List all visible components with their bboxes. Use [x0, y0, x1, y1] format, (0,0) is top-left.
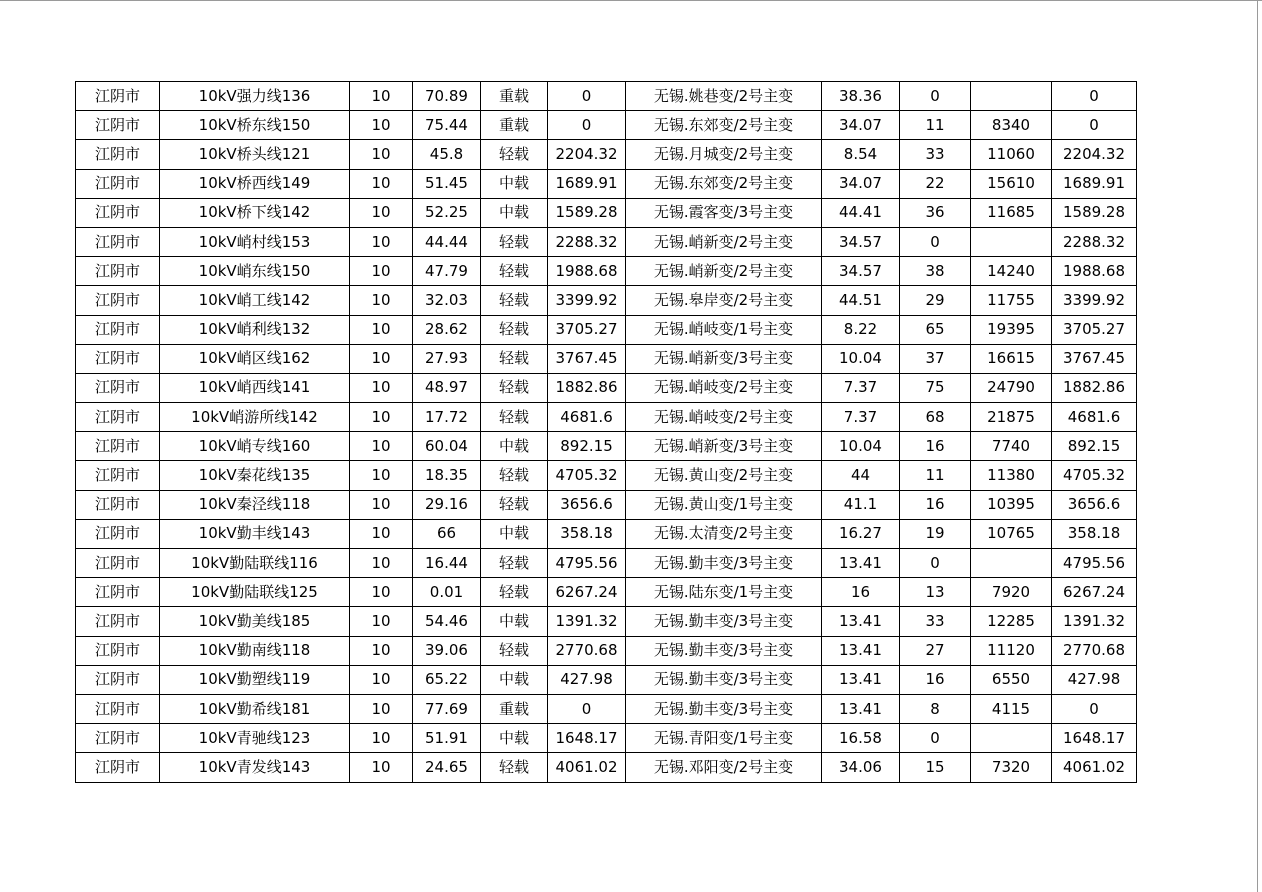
city-cell: 江阴市 — [76, 490, 160, 519]
substation-rate-cell: 13.41 — [822, 549, 900, 578]
capacity-cell: 1882.86 — [548, 373, 626, 402]
capacity-cell: 0 — [548, 111, 626, 140]
table-row — [76, 227, 1137, 256]
load-rate-cell: 48.97 — [413, 373, 481, 402]
table-body — [76, 82, 1137, 783]
available-capacity-cell: 3399.92 — [1052, 286, 1137, 315]
capacity-cell: 2204.32 — [548, 140, 626, 169]
available-capacity-cell: 3705.27 — [1052, 315, 1137, 344]
substation-rate-cell: 8.54 — [822, 140, 900, 169]
voltage-cell: 10 — [350, 607, 413, 636]
substation-rate-cell: 44.51 — [822, 286, 900, 315]
load-rate-cell: 0.01 — [413, 578, 481, 607]
table-row — [76, 198, 1137, 227]
city-cell: 江阴市 — [76, 373, 160, 402]
load-status-cell: 轻载 — [481, 373, 548, 402]
user-capacity-cell: 12285 — [971, 607, 1052, 636]
load-status-cell: 中载 — [481, 432, 548, 461]
user-count-cell: 8 — [900, 694, 971, 723]
user-count-cell: 19 — [900, 519, 971, 548]
voltage-cell: 10 — [350, 665, 413, 694]
user-count-cell: 33 — [900, 140, 971, 169]
capacity-cell: 358.18 — [548, 519, 626, 548]
city-cell: 江阴市 — [76, 724, 160, 753]
user-capacity-cell: 21875 — [971, 403, 1052, 432]
city-cell: 江阴市 — [76, 111, 160, 140]
table-row — [76, 373, 1137, 402]
substation-rate-cell: 34.57 — [822, 257, 900, 286]
table-row — [76, 753, 1137, 782]
substation-cell: 无锡.勤丰变/3号主变 — [626, 694, 822, 723]
available-capacity-cell: 3767.45 — [1052, 344, 1137, 373]
capacity-cell: 0 — [548, 694, 626, 723]
available-capacity-cell: 0 — [1052, 82, 1137, 111]
capacity-cell: 3656.6 — [548, 490, 626, 519]
voltage-cell: 10 — [350, 578, 413, 607]
user-count-cell: 11 — [900, 111, 971, 140]
user-count-cell: 11 — [900, 461, 971, 490]
capacity-cell: 1589.28 — [548, 198, 626, 227]
line-name-cell: 10kV强力线136 — [160, 82, 350, 111]
capacity-cell: 2770.68 — [548, 636, 626, 665]
user-count-cell: 22 — [900, 169, 971, 198]
substation-rate-cell: 34.07 — [822, 111, 900, 140]
city-cell: 江阴市 — [76, 665, 160, 694]
line-name-cell: 10kV峭游所线142 — [160, 403, 350, 432]
voltage-cell: 10 — [350, 432, 413, 461]
user-capacity-cell: 11060 — [971, 140, 1052, 169]
substation-rate-cell: 16.58 — [822, 724, 900, 753]
load-status-cell: 中载 — [481, 198, 548, 227]
capacity-cell: 2288.32 — [548, 227, 626, 256]
user-capacity-cell: 24790 — [971, 373, 1052, 402]
load-rate-cell: 28.62 — [413, 315, 481, 344]
city-cell: 江阴市 — [76, 753, 160, 782]
line-name-cell: 10kV桥下线142 — [160, 198, 350, 227]
capacity-cell: 892.15 — [548, 432, 626, 461]
line-name-cell: 10kV勤塑线119 — [160, 665, 350, 694]
user-capacity-cell: 4115 — [971, 694, 1052, 723]
load-status-cell: 中载 — [481, 607, 548, 636]
load-status-cell: 轻载 — [481, 140, 548, 169]
available-capacity-cell: 2770.68 — [1052, 636, 1137, 665]
substation-cell: 无锡.东郊变/2号主变 — [626, 111, 822, 140]
load-status-cell: 重载 — [481, 82, 548, 111]
voltage-cell: 10 — [350, 315, 413, 344]
substation-rate-cell: 41.1 — [822, 490, 900, 519]
voltage-cell: 10 — [350, 490, 413, 519]
table-row — [76, 461, 1137, 490]
user-capacity-cell: 10765 — [971, 519, 1052, 548]
substation-rate-cell: 38.36 — [822, 82, 900, 111]
substation-rate-cell: 13.41 — [822, 665, 900, 694]
load-rate-cell: 44.44 — [413, 227, 481, 256]
user-count-cell: 38 — [900, 257, 971, 286]
user-capacity-cell: 14240 — [971, 257, 1052, 286]
line-name-cell: 10kV勤陆联线116 — [160, 549, 350, 578]
line-name-cell: 10kV勤陆联线125 — [160, 578, 350, 607]
voltage-cell: 10 — [350, 82, 413, 111]
substation-rate-cell: 34.07 — [822, 169, 900, 198]
user-capacity-cell — [971, 549, 1052, 578]
city-cell: 江阴市 — [76, 636, 160, 665]
voltage-cell: 10 — [350, 169, 413, 198]
load-rate-cell: 32.03 — [413, 286, 481, 315]
substation-cell: 无锡.峭新变/3号主变 — [626, 432, 822, 461]
voltage-cell: 10 — [350, 724, 413, 753]
city-cell: 江阴市 — [76, 461, 160, 490]
load-status-cell: 轻载 — [481, 403, 548, 432]
city-cell: 江阴市 — [76, 286, 160, 315]
substation-cell: 无锡.峭新变/2号主变 — [626, 257, 822, 286]
substation-cell: 无锡.峭新变/2号主变 — [626, 227, 822, 256]
substation-cell: 无锡.霞客变/3号主变 — [626, 198, 822, 227]
line-name-cell: 10kV勤希线181 — [160, 694, 350, 723]
user-capacity-cell: 10395 — [971, 490, 1052, 519]
user-count-cell: 0 — [900, 227, 971, 256]
user-capacity-cell: 16615 — [971, 344, 1052, 373]
table-row — [76, 111, 1137, 140]
available-capacity-cell: 0 — [1052, 111, 1137, 140]
user-count-cell: 0 — [900, 82, 971, 111]
capacity-cell: 1648.17 — [548, 724, 626, 753]
available-capacity-cell: 1391.32 — [1052, 607, 1137, 636]
voltage-cell: 10 — [350, 461, 413, 490]
capacity-cell: 4795.56 — [548, 549, 626, 578]
table-row — [76, 549, 1137, 578]
substation-cell: 无锡.勤丰变/3号主变 — [626, 665, 822, 694]
user-count-cell: 27 — [900, 636, 971, 665]
user-capacity-cell: 7740 — [971, 432, 1052, 461]
substation-rate-cell: 10.04 — [822, 432, 900, 461]
table-row — [76, 257, 1137, 286]
substation-cell: 无锡.青阳变/1号主变 — [626, 724, 822, 753]
line-name-cell: 10kV秦花线135 — [160, 461, 350, 490]
load-rate-cell: 75.44 — [413, 111, 481, 140]
substation-cell: 无锡.黄山变/2号主变 — [626, 461, 822, 490]
user-count-cell: 15 — [900, 753, 971, 782]
load-rate-cell: 77.69 — [413, 694, 481, 723]
line-name-cell: 10kV桥东线150 — [160, 111, 350, 140]
city-cell: 江阴市 — [76, 578, 160, 607]
voltage-cell: 10 — [350, 549, 413, 578]
substation-rate-cell: 16.27 — [822, 519, 900, 548]
table-row — [76, 315, 1137, 344]
substation-rate-cell: 44.41 — [822, 198, 900, 227]
user-capacity-cell — [971, 227, 1052, 256]
table-row — [76, 665, 1137, 694]
table-row — [76, 82, 1137, 111]
page-right-border — [1257, 0, 1258, 892]
table-row — [76, 636, 1137, 665]
table-row — [76, 432, 1137, 461]
substation-cell: 无锡.勤丰变/3号主变 — [626, 636, 822, 665]
capacity-cell: 1391.32 — [548, 607, 626, 636]
table-row — [76, 578, 1137, 607]
table-row — [76, 169, 1137, 198]
voltage-cell: 10 — [350, 694, 413, 723]
available-capacity-cell: 0 — [1052, 694, 1137, 723]
load-status-cell: 轻载 — [481, 490, 548, 519]
user-capacity-cell: 8340 — [971, 111, 1052, 140]
city-cell: 江阴市 — [76, 403, 160, 432]
user-count-cell: 13 — [900, 578, 971, 607]
city-cell: 江阴市 — [76, 140, 160, 169]
table-row — [76, 490, 1137, 519]
substation-rate-cell: 8.22 — [822, 315, 900, 344]
load-status-cell: 轻载 — [481, 257, 548, 286]
load-rate-cell: 18.35 — [413, 461, 481, 490]
city-cell: 江阴市 — [76, 198, 160, 227]
line-name-cell: 10kV青发线143 — [160, 753, 350, 782]
capacity-cell: 6267.24 — [548, 578, 626, 607]
substation-cell: 无锡.勤丰变/3号主变 — [626, 549, 822, 578]
capacity-cell: 3705.27 — [548, 315, 626, 344]
load-rate-cell: 45.8 — [413, 140, 481, 169]
line-name-cell: 10kV峭东线150 — [160, 257, 350, 286]
capacity-cell: 427.98 — [548, 665, 626, 694]
substation-cell: 无锡.月城变/2号主变 — [626, 140, 822, 169]
voltage-cell: 10 — [350, 140, 413, 169]
line-name-cell: 10kV峭区线162 — [160, 344, 350, 373]
available-capacity-cell: 1689.91 — [1052, 169, 1137, 198]
user-count-cell: 33 — [900, 607, 971, 636]
user-capacity-cell — [971, 82, 1052, 111]
user-capacity-cell: 6550 — [971, 665, 1052, 694]
substation-cell: 无锡.太清变/2号主变 — [626, 519, 822, 548]
load-rate-cell: 70.89 — [413, 82, 481, 111]
load-rate-cell: 16.44 — [413, 549, 481, 578]
voltage-cell: 10 — [350, 198, 413, 227]
substation-cell: 无锡.东郊变/2号主变 — [626, 169, 822, 198]
load-rate-cell: 51.91 — [413, 724, 481, 753]
available-capacity-cell: 3656.6 — [1052, 490, 1137, 519]
capacity-cell: 3767.45 — [548, 344, 626, 373]
load-status-cell: 轻载 — [481, 227, 548, 256]
voltage-cell: 10 — [350, 257, 413, 286]
load-status-cell: 重载 — [481, 111, 548, 140]
available-capacity-cell: 1882.86 — [1052, 373, 1137, 402]
voltage-cell: 10 — [350, 111, 413, 140]
voltage-cell: 10 — [350, 227, 413, 256]
voltage-cell: 10 — [350, 373, 413, 402]
user-capacity-cell: 11120 — [971, 636, 1052, 665]
available-capacity-cell: 4061.02 — [1052, 753, 1137, 782]
user-count-cell: 37 — [900, 344, 971, 373]
substation-cell: 无锡.勤丰变/3号主变 — [626, 607, 822, 636]
user-count-cell: 0 — [900, 549, 971, 578]
city-cell: 江阴市 — [76, 257, 160, 286]
load-status-cell: 中载 — [481, 169, 548, 198]
load-rate-cell: 65.22 — [413, 665, 481, 694]
load-status-cell: 轻载 — [481, 315, 548, 344]
voltage-cell: 10 — [350, 753, 413, 782]
load-rate-cell: 47.79 — [413, 257, 481, 286]
available-capacity-cell: 2288.32 — [1052, 227, 1137, 256]
voltage-cell: 10 — [350, 403, 413, 432]
substation-rate-cell: 34.06 — [822, 753, 900, 782]
substation-rate-cell: 13.41 — [822, 607, 900, 636]
table-row — [76, 286, 1137, 315]
load-status-cell: 轻载 — [481, 286, 548, 315]
substation-rate-cell: 13.41 — [822, 636, 900, 665]
substation-cell: 无锡.姚巷变/2号主变 — [626, 82, 822, 111]
capacity-cell: 4705.32 — [548, 461, 626, 490]
substation-cell: 无锡.峭岐变/2号主变 — [626, 373, 822, 402]
substation-cell: 无锡.皋岸变/2号主变 — [626, 286, 822, 315]
capacity-cell: 1988.68 — [548, 257, 626, 286]
voltage-cell: 10 — [350, 636, 413, 665]
user-count-cell: 75 — [900, 373, 971, 402]
load-rate-cell: 29.16 — [413, 490, 481, 519]
available-capacity-cell: 892.15 — [1052, 432, 1137, 461]
load-rate-cell: 66 — [413, 519, 481, 548]
page-top-border — [0, 0, 1262, 1]
user-count-cell: 16 — [900, 432, 971, 461]
city-cell: 江阴市 — [76, 432, 160, 461]
substation-cell: 无锡.峭新变/3号主变 — [626, 344, 822, 373]
substation-cell: 无锡.峭岐变/2号主变 — [626, 403, 822, 432]
capacity-cell: 3399.92 — [548, 286, 626, 315]
substation-cell: 无锡.陆东变/1号主变 — [626, 578, 822, 607]
table-row — [76, 519, 1137, 548]
feeder-capacity-table — [75, 81, 1137, 783]
user-capacity-cell: 15610 — [971, 169, 1052, 198]
available-capacity-cell: 4705.32 — [1052, 461, 1137, 490]
line-name-cell: 10kV青驰线123 — [160, 724, 350, 753]
line-name-cell: 10kV桥头线121 — [160, 140, 350, 169]
substation-cell: 无锡.黄山变/1号主变 — [626, 490, 822, 519]
line-name-cell: 10kV桥西线149 — [160, 169, 350, 198]
available-capacity-cell: 1589.28 — [1052, 198, 1137, 227]
available-capacity-cell: 1648.17 — [1052, 724, 1137, 753]
load-rate-cell: 17.72 — [413, 403, 481, 432]
user-capacity-cell: 19395 — [971, 315, 1052, 344]
user-capacity-cell: 11380 — [971, 461, 1052, 490]
capacity-cell: 4061.02 — [548, 753, 626, 782]
load-status-cell: 轻载 — [481, 344, 548, 373]
line-name-cell: 10kV勤丰线143 — [160, 519, 350, 548]
user-capacity-cell: 7320 — [971, 753, 1052, 782]
table-row — [76, 403, 1137, 432]
line-name-cell: 10kV峭村线153 — [160, 227, 350, 256]
city-cell: 江阴市 — [76, 227, 160, 256]
available-capacity-cell: 4795.56 — [1052, 549, 1137, 578]
available-capacity-cell: 4681.6 — [1052, 403, 1137, 432]
load-status-cell: 轻载 — [481, 461, 548, 490]
load-rate-cell: 52.25 — [413, 198, 481, 227]
load-status-cell: 中载 — [481, 519, 548, 548]
load-status-cell: 轻载 — [481, 636, 548, 665]
line-name-cell: 10kV峭专线160 — [160, 432, 350, 461]
capacity-cell: 0 — [548, 82, 626, 111]
load-status-cell: 轻载 — [481, 578, 548, 607]
user-count-cell: 16 — [900, 665, 971, 694]
available-capacity-cell: 2204.32 — [1052, 140, 1137, 169]
substation-rate-cell: 7.37 — [822, 403, 900, 432]
table-row — [76, 694, 1137, 723]
table-row — [76, 344, 1137, 373]
line-name-cell: 10kV勤美线185 — [160, 607, 350, 636]
line-name-cell: 10kV峭西线141 — [160, 373, 350, 402]
user-capacity-cell: 7920 — [971, 578, 1052, 607]
load-rate-cell: 51.45 — [413, 169, 481, 198]
user-count-cell: 16 — [900, 490, 971, 519]
user-count-cell: 36 — [900, 198, 971, 227]
load-rate-cell: 54.46 — [413, 607, 481, 636]
voltage-cell: 10 — [350, 344, 413, 373]
city-cell: 江阴市 — [76, 519, 160, 548]
city-cell: 江阴市 — [76, 315, 160, 344]
available-capacity-cell: 427.98 — [1052, 665, 1137, 694]
substation-rate-cell: 34.57 — [822, 227, 900, 256]
line-name-cell: 10kV秦泾线118 — [160, 490, 350, 519]
table-row — [76, 724, 1137, 753]
available-capacity-cell: 6267.24 — [1052, 578, 1137, 607]
user-capacity-cell: 11755 — [971, 286, 1052, 315]
user-count-cell: 68 — [900, 403, 971, 432]
capacity-cell: 1689.91 — [548, 169, 626, 198]
available-capacity-cell: 1988.68 — [1052, 257, 1137, 286]
city-cell: 江阴市 — [76, 344, 160, 373]
city-cell: 江阴市 — [76, 82, 160, 111]
load-status-cell: 轻载 — [481, 549, 548, 578]
substation-rate-cell: 7.37 — [822, 373, 900, 402]
city-cell: 江阴市 — [76, 169, 160, 198]
city-cell: 江阴市 — [76, 694, 160, 723]
substation-rate-cell: 10.04 — [822, 344, 900, 373]
capacity-cell: 4681.6 — [548, 403, 626, 432]
substation-cell: 无锡.邓阳变/2号主变 — [626, 753, 822, 782]
load-rate-cell: 39.06 — [413, 636, 481, 665]
load-status-cell: 轻载 — [481, 753, 548, 782]
user-capacity-cell — [971, 724, 1052, 753]
load-status-cell: 中载 — [481, 665, 548, 694]
load-rate-cell: 27.93 — [413, 344, 481, 373]
load-status-cell: 重载 — [481, 694, 548, 723]
substation-rate-cell: 44 — [822, 461, 900, 490]
user-count-cell: 29 — [900, 286, 971, 315]
line-name-cell: 10kV勤南线118 — [160, 636, 350, 665]
substation-cell: 无锡.峭岐变/1号主变 — [626, 315, 822, 344]
city-cell: 江阴市 — [76, 549, 160, 578]
city-cell: 江阴市 — [76, 607, 160, 636]
user-count-cell: 65 — [900, 315, 971, 344]
user-capacity-cell: 11685 — [971, 198, 1052, 227]
load-rate-cell: 60.04 — [413, 432, 481, 461]
available-capacity-cell: 358.18 — [1052, 519, 1137, 548]
line-name-cell: 10kV峭工线142 — [160, 286, 350, 315]
table-row — [76, 140, 1137, 169]
substation-rate-cell: 13.41 — [822, 694, 900, 723]
table-row — [76, 607, 1137, 636]
user-count-cell: 0 — [900, 724, 971, 753]
load-status-cell: 中载 — [481, 724, 548, 753]
voltage-cell: 10 — [350, 519, 413, 548]
substation-rate-cell: 16 — [822, 578, 900, 607]
voltage-cell: 10 — [350, 286, 413, 315]
load-rate-cell: 24.65 — [413, 753, 481, 782]
line-name-cell: 10kV峭利线132 — [160, 315, 350, 344]
